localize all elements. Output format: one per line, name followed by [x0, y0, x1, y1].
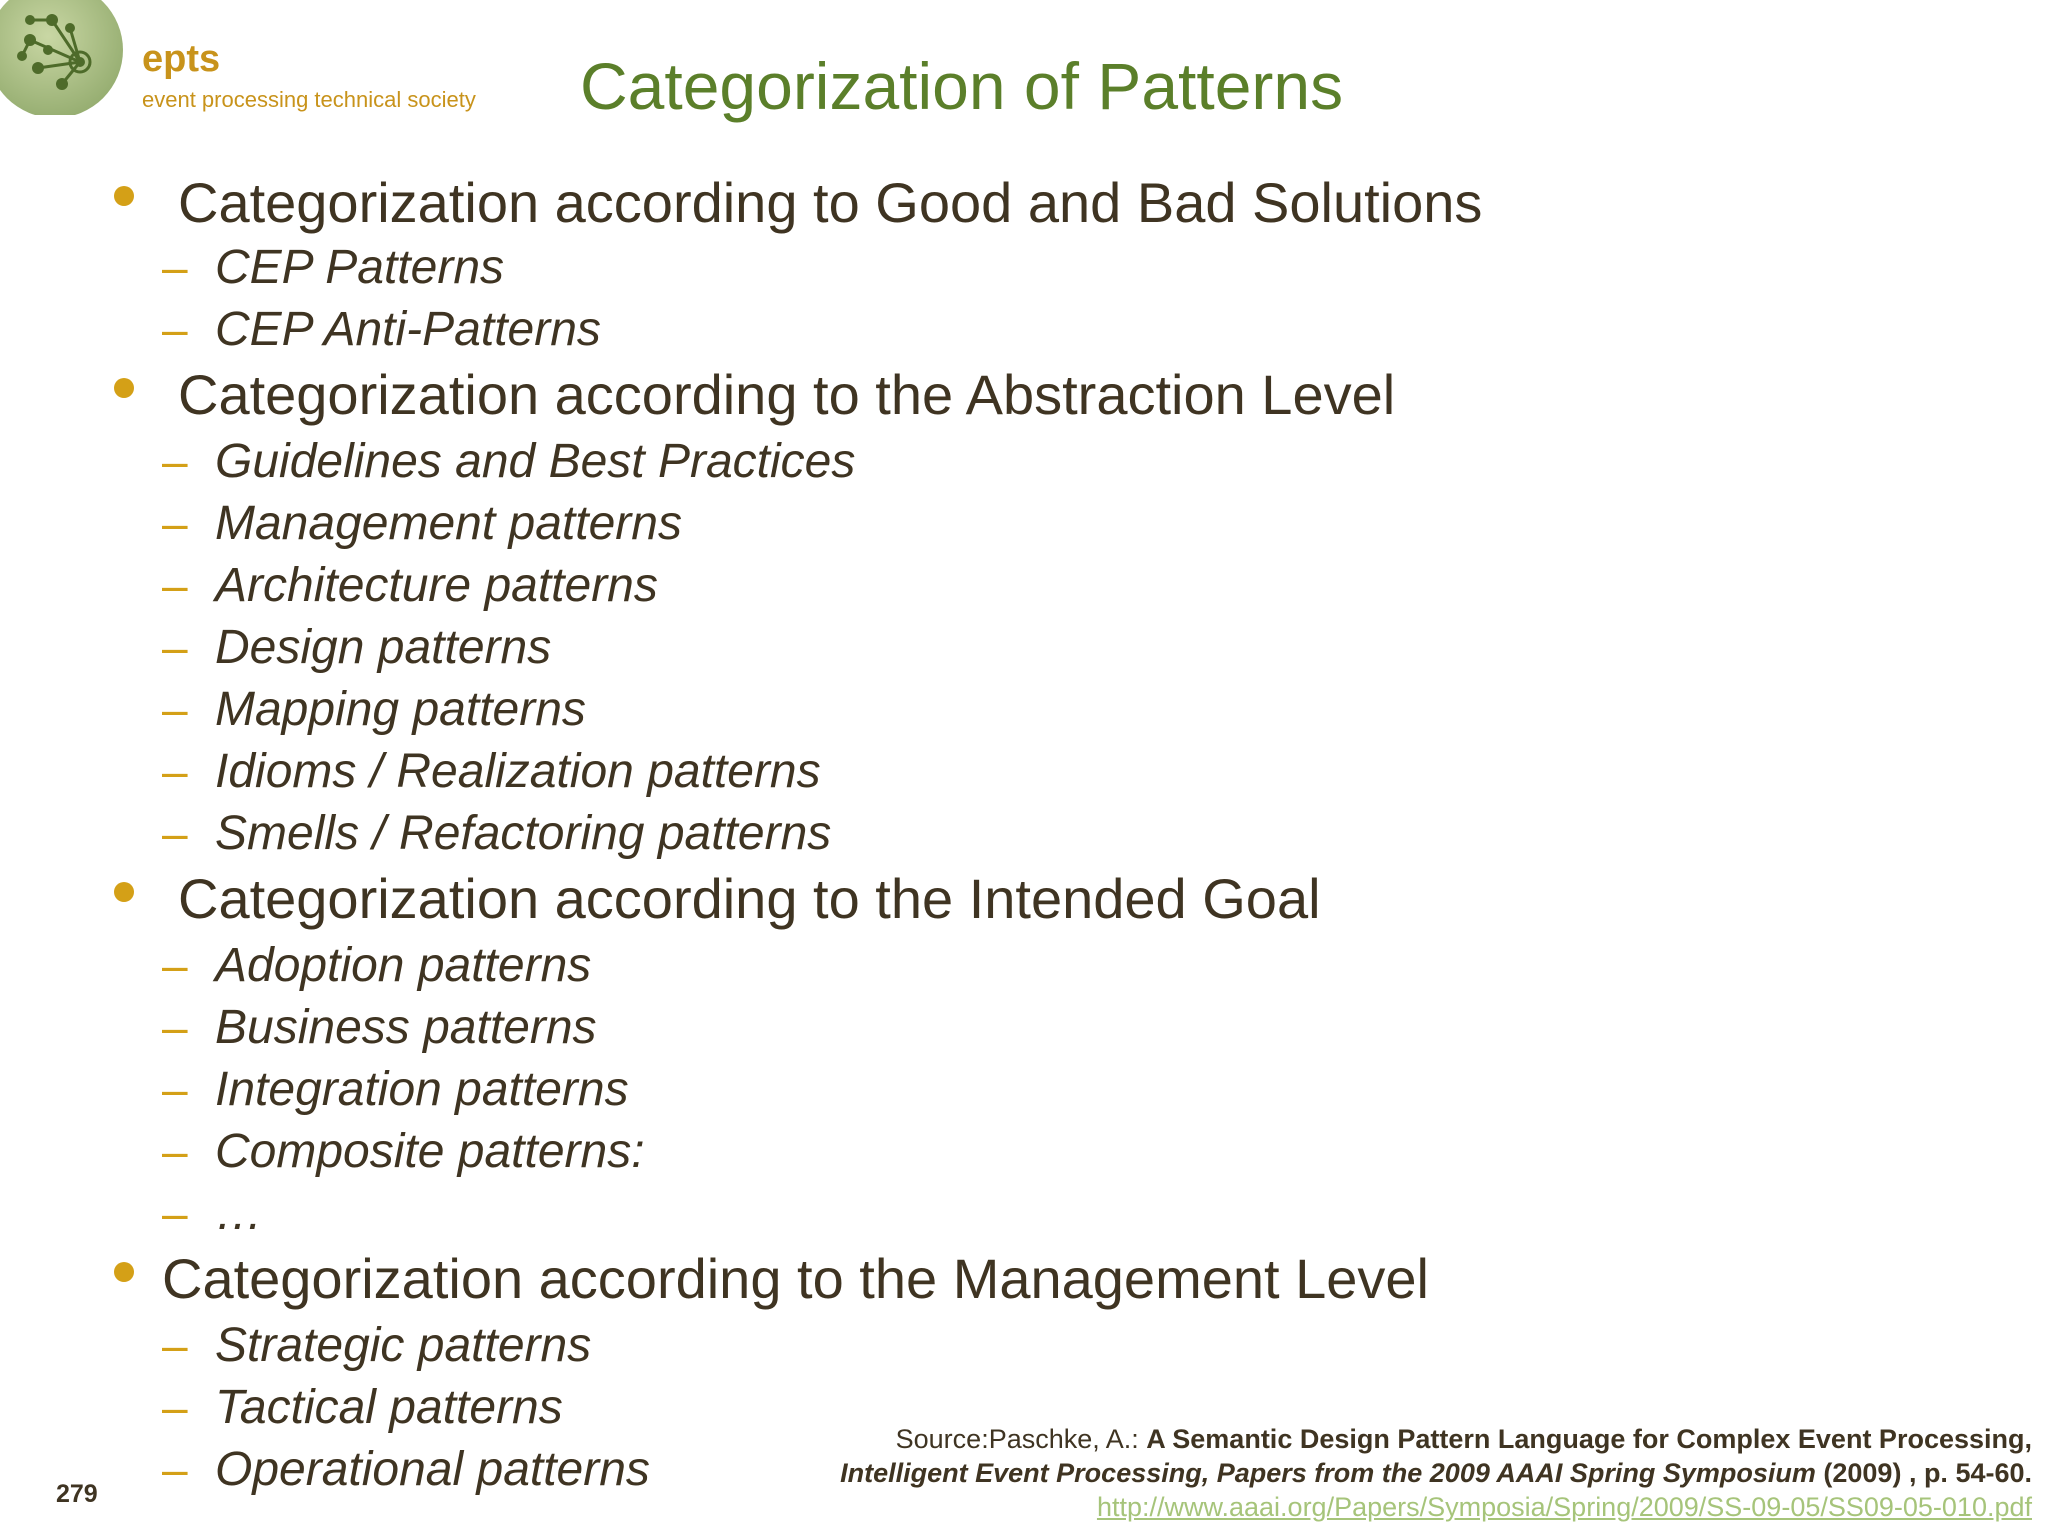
- dash-marker: –: [162, 241, 188, 293]
- dash-marker: –: [162, 807, 188, 859]
- source-prefix: Source:Paschke, A.:: [895, 1424, 1147, 1454]
- section-heading: Categorization according to the Management Level: [162, 1247, 1429, 1310]
- sub-item: Adoption patterns: [215, 939, 592, 992]
- logo-wordmark: epts: [142, 38, 221, 80]
- section-heading: Categorization according to the Abstraction Level: [178, 363, 1396, 426]
- sub-item: Architecture patterns: [215, 559, 658, 612]
- dash-marker: –: [162, 303, 188, 355]
- sub-item: Integration patterns: [215, 1063, 629, 1116]
- source-year-pages: (2009) , p. 54-60.: [1815, 1458, 2032, 1488]
- section-heading: Categorization according to the Intended Goal: [178, 867, 1321, 930]
- section-heading: Categorization according to Good and Bad Solutions: [178, 171, 1483, 234]
- page-number: 279: [56, 1480, 98, 1508]
- sub-item: …: [215, 1187, 263, 1240]
- source-paper-title: A Semantic Design Pattern Language for Complex Event Processing,: [1146, 1424, 2032, 1454]
- sub-item: Tactical patterns: [215, 1381, 563, 1434]
- dash-marker: –: [162, 497, 188, 549]
- dash-marker: –: [162, 939, 188, 991]
- source-citation-line1: [896, 1424, 2032, 1455]
- sub-item: CEP Patterns: [215, 241, 505, 294]
- sub-item: Business patterns: [215, 1001, 597, 1054]
- dash-marker: –: [162, 559, 188, 611]
- sub-item: Management patterns: [215, 497, 682, 550]
- sub-item: Idioms / Realization patterns: [215, 745, 821, 798]
- sub-item: Strategic patterns: [215, 1319, 592, 1372]
- dash-marker: –: [162, 1001, 188, 1053]
- dash-marker: –: [162, 1063, 188, 1115]
- bullet-dot-icon: [114, 882, 134, 902]
- bullet-dot-icon: [114, 378, 134, 398]
- slide-title: Categorization of Patterns: [580, 49, 1344, 123]
- dash-marker: –: [162, 1381, 188, 1433]
- bullet-dot-icon: [114, 1262, 134, 1282]
- dash-marker: –: [162, 1319, 188, 1371]
- sub-item: Smells / Refactoring patterns: [215, 807, 832, 860]
- logo-tagline: event processing technical society: [142, 87, 476, 112]
- dash-marker: –: [162, 1125, 188, 1177]
- sub-item: Design patterns: [215, 621, 552, 674]
- dash-marker: –: [162, 621, 188, 673]
- dash-marker: –: [162, 435, 188, 487]
- sub-item: Guidelines and Best Practices: [215, 435, 856, 488]
- sub-item: Composite patterns:: [215, 1125, 645, 1178]
- dash-marker: –: [162, 683, 188, 735]
- source-venue: Intelligent Event Processing, Papers from the 2009 AAAI Spring Symposium: [840, 1458, 1816, 1488]
- bullet-dot-icon: [114, 186, 134, 206]
- sub-item: CEP Anti-Patterns: [215, 303, 601, 356]
- dash-marker: –: [162, 1443, 188, 1495]
- sub-item: Mapping patterns: [215, 683, 586, 736]
- source-url-link[interactable]: http://www.aaai.org/Papers/Symposia/Spring/2009/SS-09-05/SS09-05-010.pdf: [1096, 1492, 2032, 1522]
- dash-marker: –: [162, 745, 188, 797]
- sub-item: Operational patterns: [215, 1443, 650, 1496]
- dash-marker: –: [162, 1187, 188, 1239]
- source-citation-line2: [840, 1458, 2032, 1489]
